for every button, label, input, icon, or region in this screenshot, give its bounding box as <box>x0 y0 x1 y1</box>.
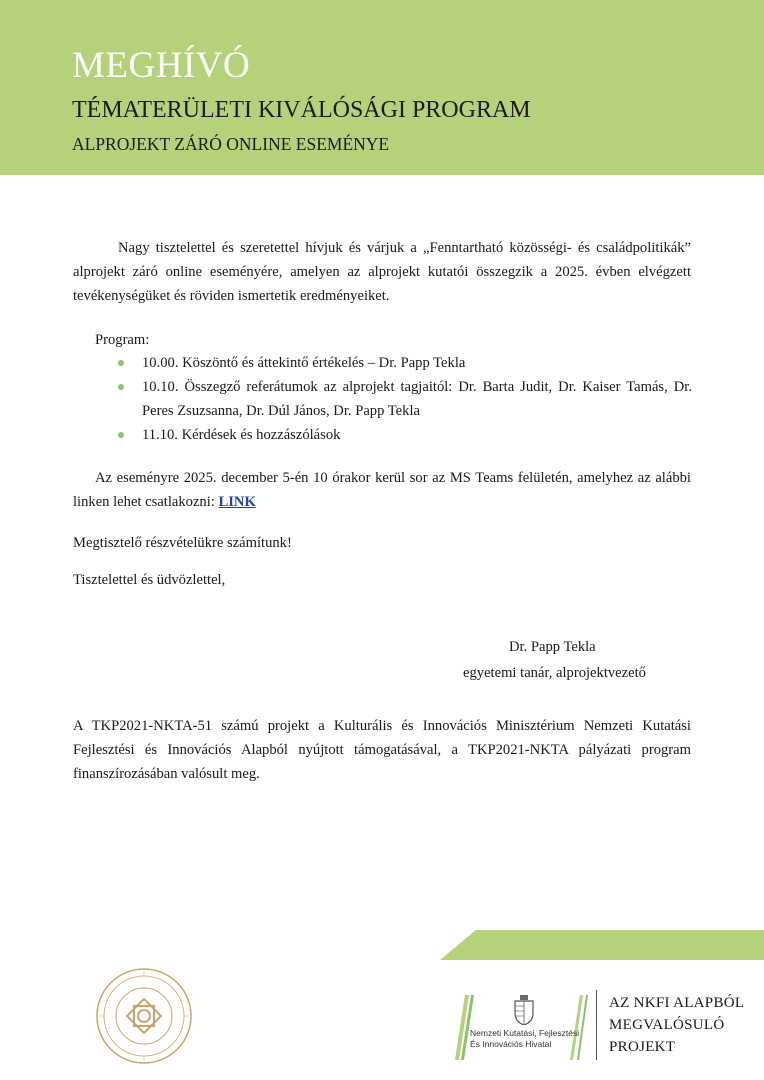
nkfih-name: Nemzeti Kutatási, Fejlesztési És Innovációs Hivatal <box>470 1028 580 1049</box>
program-label: Program: <box>95 332 150 348</box>
program-title: TÉMATERÜLETI KIVÁLÓSÁGI PROGRAM <box>72 97 531 123</box>
program-item: 10.10. Összegző referátumok az alprojekt tagjaitól: Dr. Barta Judit, Dr. Kaiser Tamás, Dr. Peres Zsuzsanna, Dr. Dúl János, Dr. Papp Tekla <box>142 375 692 423</box>
event-text: Az eseményre 2025. december 5-én 10 órakor kerül sor az MS Teams felületén, amelyhez az alábbi linken lehet csatlakozni: <box>73 470 691 510</box>
nkfi-project-label: AZ NKFI ALAPBÓL MEGVALÓSULÓ PROJEKT <box>609 995 745 1055</box>
closing-line-2: Tisztelettel és üdvözlettel, <box>73 572 226 588</box>
bullet-icon <box>118 360 124 366</box>
teams-link[interactable]: LINK <box>218 494 256 510</box>
intro-paragraph: Nagy tisztelettel és szeretettel hívjuk és várjuk a „Fenntartható közösségi- és családpolitikák” alprojekt záró online eseményére, amelyen az alprojekt kutatói összegzik a 2025. évben elvégzett tevékenységüket és röviden ismertetik eredményeiket. <box>73 240 691 304</box>
program-item: 11.10. Kérdések és hozzászólások <box>142 423 692 447</box>
closing-line-1: Megtisztelő részvételükre számítunk! <box>73 535 292 551</box>
university-seal-icon <box>94 966 194 1066</box>
event-subtitle: ALPROJEKT ZÁRÓ ONLINE ESEMÉNYE <box>72 134 390 154</box>
footer-green-stripe <box>440 930 764 960</box>
funding-paragraph: A TKP2021-NKTA-51 számú projekt a Kulturális és Innovációs Minisztérium Nemzeti Kutatási Fejlesztési és Innovációs Alapból nyújtott támogatásával, a TKP2021-NKTA pályázati program finanszírozásában valósult meg. <box>73 718 691 782</box>
program-list <box>142 351 692 447</box>
footer-divider <box>596 990 597 1060</box>
invitation-title: MEGHÍVÓ <box>72 45 251 86</box>
program-item: 10.00. Köszöntő és áttekintő értékelés – Dr. Papp Tekla <box>142 351 692 375</box>
bullet-icon <box>118 384 124 390</box>
event-paragraph <box>73 466 691 514</box>
signature-name: Dr. Papp Tekla <box>509 639 596 655</box>
signature-role: egyetemi tanár, alprojektvezető <box>463 665 646 681</box>
coat-of-arms-icon <box>513 995 535 1025</box>
bullet-icon <box>118 432 124 438</box>
header-banner <box>0 0 764 175</box>
